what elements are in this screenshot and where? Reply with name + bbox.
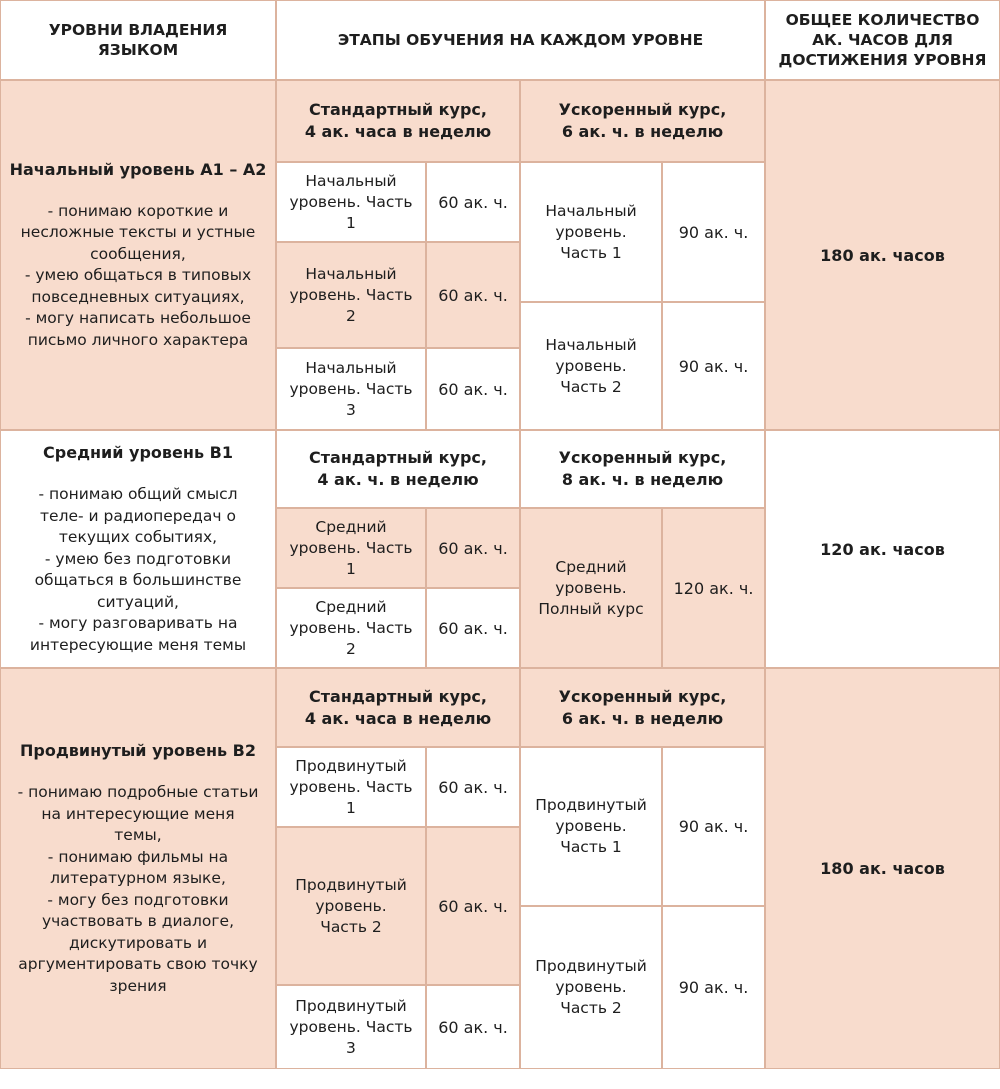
level-title: Средний уровень В1 bbox=[43, 443, 233, 462]
accelerated-part-name: Средний уровень. Полный курс bbox=[520, 508, 662, 668]
standard-part-hours: 60 ак. ч. bbox=[426, 985, 520, 1069]
standard-course-header: Стандартный курс, 4 ак. часа в неделю bbox=[276, 668, 520, 747]
level-total-hours: 180 ак. часов bbox=[765, 80, 1000, 430]
accelerated-part-name: Продвинутый уровень. Часть 2 bbox=[520, 906, 662, 1069]
standard-part-hours: 60 ак. ч. bbox=[426, 242, 520, 348]
level-intermediate-description-cell bbox=[0, 430, 276, 668]
standard-part-name: Начальный уровень. Часть 2 bbox=[276, 242, 426, 348]
accelerated-course-header: Ускоренный курс, 6 ак. ч. в неделю bbox=[520, 668, 765, 747]
standard-part-hours: 60 ак. ч. bbox=[426, 588, 520, 668]
standard-part-hours: 60 ак. ч. bbox=[426, 747, 520, 827]
accelerated-part-hours: 90 ак. ч. bbox=[662, 302, 765, 430]
standard-part-name: Продвинутый уровень. Часть 2 bbox=[276, 827, 426, 985]
level-advanced-description-cell bbox=[0, 668, 276, 1069]
standard-part-hours: 60 ак. ч. bbox=[426, 508, 520, 588]
level-description: - понимаю общий смысл теле- и радиопередач о текущих событиях, - умею без подготовки общаться в большинстве ситуаций, - могу разговаривать на интересующие меня темы bbox=[29, 485, 247, 654]
level-description: - понимаю короткие и несложные тексты и устные сообщения, - умею общаться в типовых повседневных ситуациях, - могу написать небольшое письмо личного характера bbox=[20, 201, 256, 349]
standard-part-name: Средний уровень. Часть 1 bbox=[276, 508, 426, 588]
accelerated-part-name: Начальный уровень. Часть 2 bbox=[520, 302, 662, 430]
standard-part-name: Продвинутый уровень. Часть 3 bbox=[276, 985, 426, 1069]
accelerated-part-hours: 90 ак. ч. bbox=[662, 162, 765, 302]
level-title: Продвинутый уровень В2 bbox=[19, 741, 257, 760]
standard-part-name: Продвинутый уровень. Часть 1 bbox=[276, 747, 426, 827]
level-total-hours: 180 ак. часов bbox=[765, 668, 1000, 1069]
level-title: Начальный уровень А1 – А2 bbox=[9, 159, 267, 179]
header-total: ОБЩЕЕ КОЛИЧЕСТВО АК. ЧАСОВ ДЛЯ ДОСТИЖЕНИЯ УРОВНЯ bbox=[765, 0, 1000, 80]
accelerated-part-hours: 90 ак. ч. bbox=[662, 747, 765, 906]
accelerated-course-header: Ускоренный курс, 8 ак. ч. в неделю bbox=[520, 430, 765, 508]
accelerated-part-name: Продвинутый уровень. Часть 1 bbox=[520, 747, 662, 906]
accelerated-part-name: Начальный уровень. Часть 1 bbox=[520, 162, 662, 302]
accelerated-part-hours: 90 ак. ч. bbox=[662, 906, 765, 1069]
accelerated-course-header: Ускоренный курс, 6 ак. ч. в неделю bbox=[520, 80, 765, 162]
level-total-hours: 120 ак. часов bbox=[765, 430, 1000, 668]
standard-part-hours: 60 ак. ч. bbox=[426, 162, 520, 242]
standard-part-name: Начальный уровень. Часть 3 bbox=[276, 348, 426, 430]
standard-part-hours: 60 ак. ч. bbox=[426, 827, 520, 985]
level-description: - понимаю подробные статьи на интересующие меня темы, - понимаю фильмы на литературном языке, - могу без подготовки участвовать в диалоге, дискутировать и аргументировать свою точку зрения bbox=[17, 783, 259, 995]
standard-course-header: Стандартный курс, 4 ак. часа в неделю bbox=[276, 80, 520, 162]
standard-course-header: Стандартный курс, 4 ак. ч. в неделю bbox=[276, 430, 520, 508]
level-beginner-description-cell bbox=[0, 80, 276, 430]
standard-part-name: Средний уровень. Часть 2 bbox=[276, 588, 426, 668]
accelerated-part-hours: 120 ак. ч. bbox=[662, 508, 765, 668]
standard-part-hours: 60 ак. ч. bbox=[426, 348, 520, 430]
header-stages: ЭТАПЫ ОБУЧЕНИЯ НА КАЖДОМ УРОВНЕ bbox=[276, 0, 765, 80]
standard-part-name: Начальный уровень. Часть 1 bbox=[276, 162, 426, 242]
header-levels: УРОВНИ ВЛАДЕНИЯ ЯЗЫКОМ bbox=[0, 0, 276, 80]
